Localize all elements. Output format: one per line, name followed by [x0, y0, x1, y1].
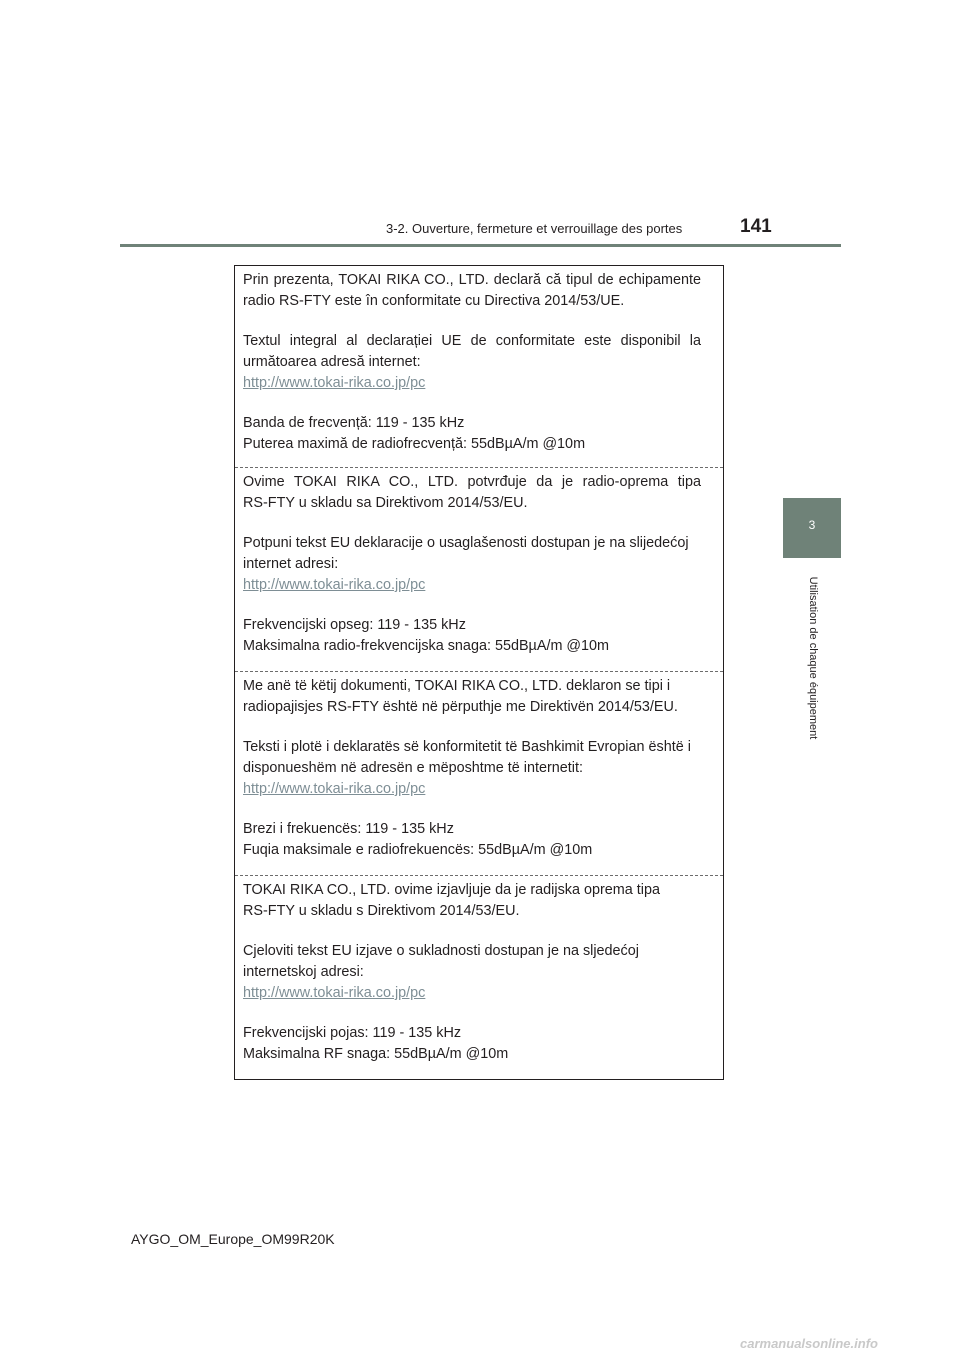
availability-line: internet adresi:	[243, 556, 339, 572]
max-power: Maksimalna RF snaga: 55dBµA/m @10m	[243, 1046, 509, 1062]
watermark: carmanualsonline.info	[740, 1336, 878, 1351]
availability-line: Potpuni tekst EU deklaracije o usaglašenosti dostupan je na slijedećoj	[243, 535, 689, 551]
declaration-section-romanian	[235, 266, 723, 455]
declaration-link[interactable]: http://www.tokai-rika.co.jp/pc	[243, 375, 426, 391]
declaration-link[interactable]: http://www.tokai-rika.co.jp/pc	[243, 781, 426, 797]
declaration-line: Prin prezenta, TOKAI RIKA CO., LTD. declară că tipul de echipamente	[243, 272, 701, 288]
declaration-section-bosnian	[235, 468, 723, 657]
max-power: Puterea maximă de radiofrecvență: 55dBµA/m @10m	[243, 436, 586, 452]
page-number: 141	[740, 216, 772, 237]
running-header-title: 3-2. Ouverture, fermeture et verrouillage des portes	[386, 221, 683, 236]
document-code: AYGO_OM_Europe_OM99R20K	[131, 1231, 335, 1247]
availability-line: următoarea adresă internet:	[243, 354, 421, 370]
declaration-link[interactable]: http://www.tokai-rika.co.jp/pc	[243, 985, 426, 1001]
chapter-title-vertical: Utilisation de chaque équipement	[807, 576, 819, 740]
frequency-band: Frekvencijski pojas: 119 - 135 kHz	[243, 1025, 462, 1041]
declaration-link[interactable]: http://www.tokai-rika.co.jp/pc	[243, 577, 426, 593]
declaration-line: RS-FTY u skladu sa Direktivom 2014/53/EU.	[243, 495, 528, 511]
declaration-line: radiopajisjes RS-FTY është në përputhje me Direktivën 2014/53/EU.	[243, 699, 678, 715]
availability-line: Cjeloviti tekst EU izjave o sukladnosti dostupan je na sljedećoj	[243, 943, 639, 959]
declaration-line: TOKAI RIKA CO., LTD. ovime izjavljuje da je radijska oprema tipa	[243, 882, 660, 898]
declaration-line: Ovime TOKAI RIKA CO., LTD. potvrđuje da je radio-oprema tipa	[243, 474, 701, 490]
max-power: Fuqia maksimale e radiofrekuencës: 55dBµA/m @10m	[243, 842, 593, 858]
max-power: Maksimalna radio-frekvencijska snaga: 55dBµA/m @10m	[243, 638, 610, 654]
declaration-section-croatian	[235, 876, 723, 1065]
availability-line: disponueshëm në adresën e mëposhtme të internetit:	[243, 760, 583, 776]
frequency-band: Banda de frecvență: 119 - 135 kHz	[243, 415, 465, 431]
chapter-tab	[783, 498, 841, 558]
declaration-box	[234, 265, 724, 1080]
declaration-line: RS-FTY u skladu s Direktivom 2014/53/EU.	[243, 903, 520, 919]
declaration-section-albanian	[235, 672, 723, 861]
frequency-band: Frekvencijski opseg: 119 - 135 kHz	[243, 617, 466, 633]
frequency-band: Brezi i frekuencës: 119 - 135 kHz	[243, 821, 454, 837]
header-rule	[120, 244, 841, 247]
availability-line: internetskoj adresi:	[243, 964, 364, 980]
availability-line: Textul integral al declarației UE de conformitate este disponibil la	[243, 333, 701, 349]
declaration-line: radio RS-FTY este în conformitate cu Directiva 2014/53/UE.	[243, 293, 625, 309]
availability-line: Teksti i plotë i deklaratës së konformitetit të Bashkimit Evropian është i	[243, 739, 691, 755]
declaration-line: Me anë të këtij dokumenti, TOKAI RIKA CO., LTD. deklaron se tipi i	[243, 678, 671, 694]
chapter-number: 3	[808, 518, 816, 532]
